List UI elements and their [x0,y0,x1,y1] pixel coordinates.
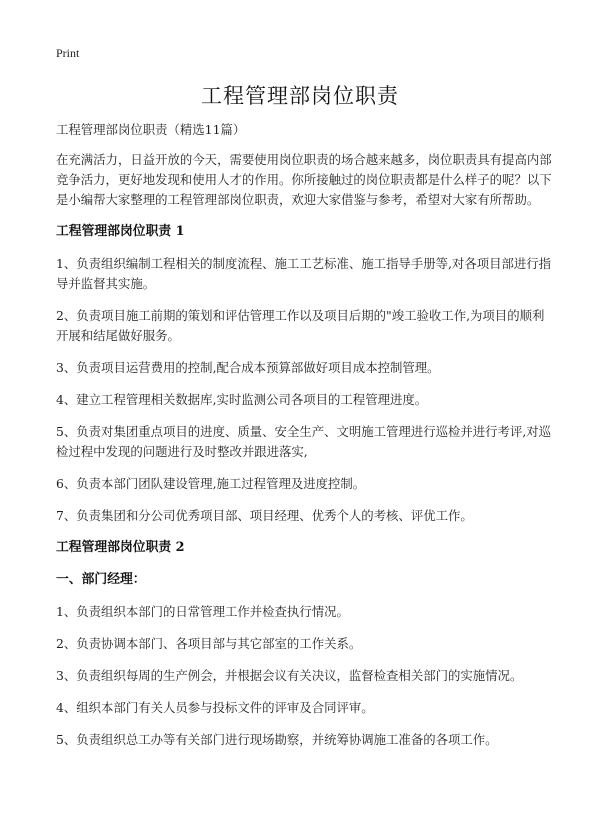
intro-paragraph: 在充满活力，日益开放的今天，需要使用岗位职责的场合越来越多，岗位职责具有提高内部竞争活力，更好地发现和使用人才的作用。你所接触过的岗位职责都是什么样子的呢？以下是小编帮大家整理的工程管理部岗位职责，欢迎大家借鉴与参考，希望对大家有所帮助。 [56,152,552,207]
section-2-subheading: 一、部门经理： [56,572,146,587]
document-subtitle: 工程管理部岗位职责（精选11篇） [56,122,246,137]
list-item: 1、负责组织编制工程相关的制度流程、施工工艺标准、施工指导手册等,对各项目部进行指导并监督其实施。 [56,256,552,291]
section-1-heading: 工程管理部岗位职责 1 [56,224,185,239]
list-item: 1、负责组织本部门的日常管理工作并检查执行情况。 [56,604,349,619]
list-item: 4、组织本部门有关人员参与投标文件的评审及合同评审。 [56,700,374,715]
list-item: 3、负责组织每周的生产例会，并根据会议有关决议，监督检查相关部门的实施情况。 [56,668,523,683]
list-item: 4、建立工程管理相关数据库,实时监测公司各项目的工程管理进度。 [56,392,428,407]
list-item: 2、负责协调本部门、各项目部与其它部室的工作关系。 [56,636,362,651]
print-label: Print [56,46,80,60]
list-item: 2、负责项目施工前期的策划和评估管理工作以及项目后期的"竣工验收工作,为项目的顺利开展和结尾做好服务。 [56,308,545,343]
document-title: 工程管理部岗位职责 [201,84,399,108]
document-body [56,120,552,762]
list-item: 5、负责对集团重点项目的进度、质量、安全生产、文明施工管理进行巡检并进行考评,对巡检过程中发现的问题进行及时整改并跟进落实, [56,424,552,459]
list-item: 7、负责集团和分公司优秀项目部、项目经理、优秀个人的考核、评优工作。 [56,508,473,523]
list-item: 3、负责项目运营费用的控制,配合成本预算部做好项目成本控制管理。 [56,360,440,375]
section-2-heading: 工程管理部岗位职责 2 [56,540,185,555]
list-item: 5、负责组织总工办等有关部门进行现场勘察，并统筹协调施工准备的各项工作。 [56,732,498,747]
list-item: 6、负责本部门团队建设管理,施工过程管理及进度控制。 [56,476,366,491]
